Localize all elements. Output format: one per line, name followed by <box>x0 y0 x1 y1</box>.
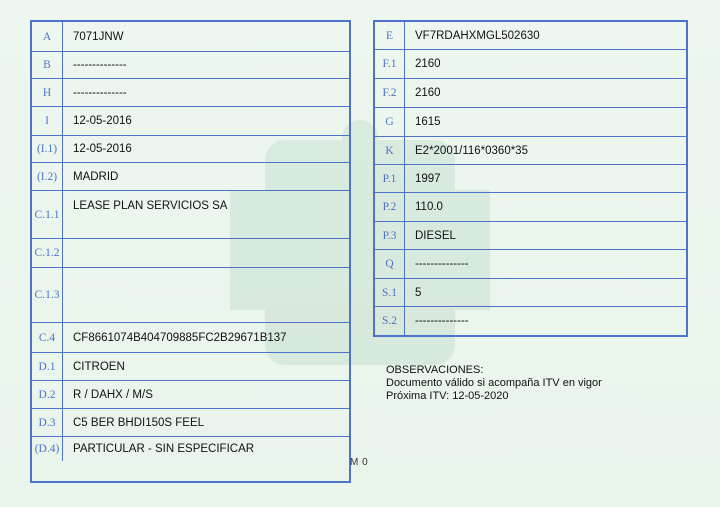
field-value-i1: 12-05-2016 <box>73 143 132 155</box>
field-row-d1 <box>32 353 349 381</box>
stamp-mark: M 0 <box>350 457 369 468</box>
field-row-c12 <box>32 239 349 268</box>
field-code-s2: S.2 <box>375 307 405 335</box>
field-value-s2: -------------- <box>415 315 469 327</box>
field-code-f1: F.1 <box>375 50 405 78</box>
field-code-c13: C.1.3 <box>32 268 63 322</box>
field-code-h: H <box>32 79 63 106</box>
field-row-f2 <box>375 79 686 108</box>
field-row-f1 <box>375 50 686 79</box>
field-code-i1: (I.1) <box>32 136 63 162</box>
right-fields-table <box>373 20 688 337</box>
field-value-p1: 1997 <box>415 172 441 185</box>
field-code-c11: C.1.1 <box>32 191 63 238</box>
field-value-c11: LEASE PLAN SERVICIOS SA <box>73 200 228 212</box>
field-row-p1 <box>375 165 686 193</box>
field-code-c12: C.1.2 <box>32 239 63 267</box>
field-row-g <box>375 108 686 137</box>
field-value-e: VF7RDAHXMGL502630 <box>415 29 540 42</box>
field-row-i1 <box>32 136 349 163</box>
field-row-i <box>32 107 349 136</box>
field-row-h <box>32 79 349 107</box>
field-value-d4: PARTICULAR - SIN ESPECIFICAR <box>73 443 255 455</box>
field-value-a: 7071JNW <box>73 30 124 43</box>
field-value-k: E2*2001/116*0360*35 <box>415 144 528 157</box>
field-value-f1: 2160 <box>415 58 441 70</box>
field-row-p2 <box>375 193 686 222</box>
observations-line-2: Próxima ITV: 12-05-2020 <box>386 390 509 402</box>
field-row-q <box>375 250 686 279</box>
field-code-p2: P.2 <box>375 193 405 221</box>
field-value-p2: 110.0 <box>415 201 443 213</box>
field-value-i: 12-05-2016 <box>73 115 132 127</box>
field-value-h: -------------- <box>73 86 127 99</box>
field-value-d3: C5 BER BHDI150S FEEL <box>73 416 205 429</box>
field-value-f2: 2160 <box>415 87 441 99</box>
field-row-d2 <box>32 381 349 409</box>
field-code-p3: P.3 <box>375 222 405 249</box>
field-value-q: -------------- <box>415 258 469 270</box>
field-code-q: Q <box>375 250 405 278</box>
field-code-s1: S.1 <box>375 279 405 306</box>
field-code-k: K <box>375 137 405 164</box>
field-row-s1 <box>375 279 686 307</box>
field-code-b: B <box>32 52 63 78</box>
field-code-d1: D.1 <box>32 353 63 380</box>
field-row-p3 <box>375 222 686 250</box>
field-code-p1: P.1 <box>375 165 405 192</box>
observations-block <box>386 364 602 403</box>
field-code-c4: C.4 <box>32 323 63 352</box>
field-code-d4: (D.4) <box>32 437 63 461</box>
field-value-c12 <box>63 239 349 267</box>
field-value-c4: CF8661074B404709885FC2B29671B137 <box>73 331 287 344</box>
observations-line-1: Documento válido si acompaña ITV en vigor <box>386 377 602 389</box>
field-row-c13 <box>32 268 349 323</box>
left-fields-table <box>30 20 351 483</box>
field-row-s2 <box>375 307 686 335</box>
field-row-d3 <box>32 409 349 437</box>
field-value-g: 1615 <box>415 116 441 128</box>
field-value-s1: 5 <box>415 286 422 299</box>
field-value-p3: DIESEL <box>415 229 456 242</box>
field-row-a <box>32 22 349 52</box>
field-code-e: E <box>375 22 405 49</box>
field-row-c11 <box>32 191 349 239</box>
field-code-i: I <box>32 107 63 135</box>
field-value-i2: MADRID <box>73 170 119 183</box>
field-code-g: G <box>375 108 405 136</box>
observations-title: OBSERVACIONES: <box>386 364 484 376</box>
field-row-d4 <box>32 437 349 461</box>
field-value-d2: R / DAHX / M/S <box>73 388 153 401</box>
field-value-d1: CITROEN <box>73 360 125 373</box>
field-row-i2 <box>32 163 349 191</box>
field-value-b: -------------- <box>73 59 127 71</box>
field-code-f2: F.2 <box>375 79 405 107</box>
field-code-d3: D.3 <box>32 409 63 436</box>
field-code-a: A <box>32 22 63 51</box>
field-row-k <box>375 137 686 165</box>
field-code-i2: (I.2) <box>32 163 63 190</box>
field-value-c13 <box>63 268 349 322</box>
field-code-d2: D.2 <box>32 381 63 408</box>
field-row-c4 <box>32 323 349 353</box>
field-row-e <box>375 22 686 50</box>
field-row-b <box>32 52 349 79</box>
